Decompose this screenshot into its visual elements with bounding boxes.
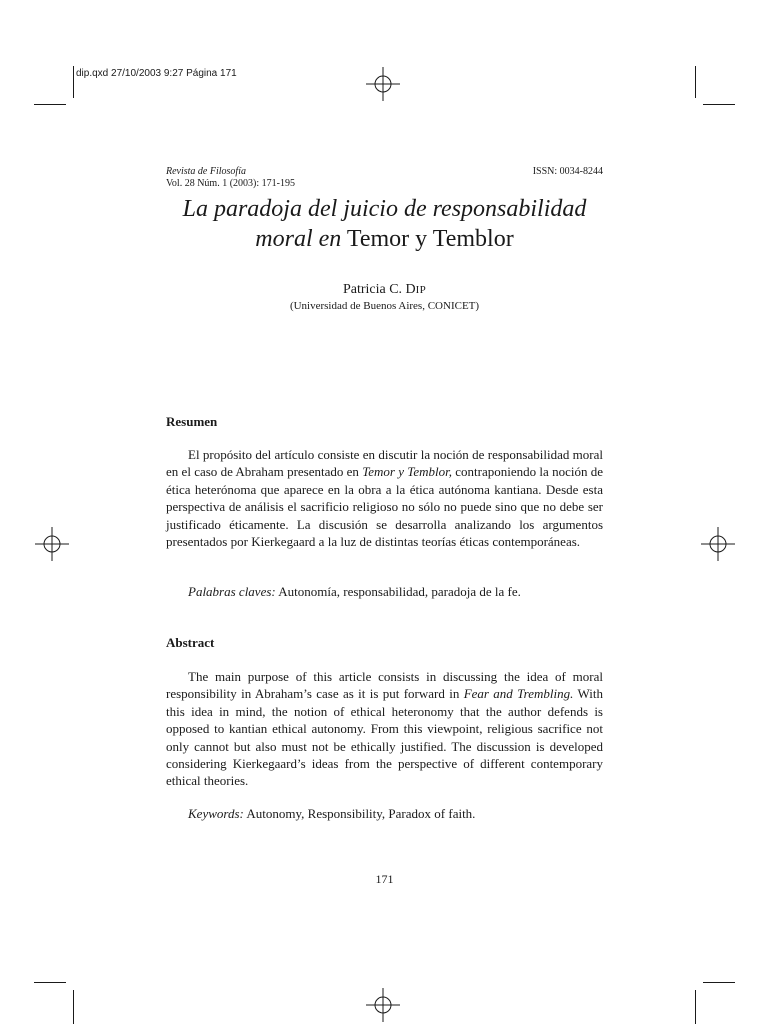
abstract-keywords-list: Autonomy, Responsibility, Paradox of faith. <box>243 806 476 821</box>
author-affiliation: (Universidad de Buenos Aires, CONICET) <box>289 300 480 312</box>
resumen-keywords <box>188 584 521 600</box>
crop-mark-top-left-vertical <box>73 66 74 98</box>
registration-mark-bottom-icon <box>366 988 400 1022</box>
title-line-2 <box>166 224 603 254</box>
article-title <box>166 194 603 254</box>
abstract-text-after: With this idea in mind, the notion of ethical heteronomy that the author defends is opposed to kantian ethical autonomy. From this viewpoint, religious sacrifice not only cannot but also must not be ethically justified. The discussion is developed considering Kierkegaard’s ideas from the perspective of different contemporary ethical theories. <box>166 686 603 789</box>
author-last-smallcaps: IP <box>415 284 427 296</box>
page-number: 171 <box>375 872 394 886</box>
crop-mark-top-left-horizontal <box>34 104 66 105</box>
abstract-keywords <box>188 806 475 822</box>
crop-mark-bottom-left-vertical <box>73 990 74 1024</box>
resumen-text-after: contraponiendo la noción de ética heterónoma que aparece en la obra a la ética autónoma kantiana. Desde esta perspectiva de análisis el sacrificio religioso no sólo no puede sino que no debe ser justificado éticamente. La discusión se desarrolla analizando los argumentos presentados por Kierkegaard a la luz de distintas teorías éticas contemporáneas. <box>166 464 603 550</box>
title-line-2-italic: moral en <box>255 226 342 252</box>
journal-name: Revista de Filosofía <box>166 166 246 177</box>
print-slug: dip.qxd 27/10/2003 9:27 Página 171 <box>76 68 237 79</box>
abstract-work-title: Fear and Trembling. <box>463 686 574 702</box>
registration-mark-top-icon <box>366 67 400 101</box>
crop-mark-top-right-vertical <box>695 66 696 98</box>
resumen-work-title: Temor y Temblor, <box>362 464 452 480</box>
title-line-1: La paradoja del juicio de responsabilidad <box>182 196 587 222</box>
abstract-heading: Abstract <box>166 635 215 650</box>
abstract-keywords-label: Keywords: <box>188 806 244 821</box>
registration-mark-left-icon <box>35 527 69 561</box>
issn: ISSN: 0034-8244 <box>532 166 603 177</box>
author-name <box>166 282 603 298</box>
crop-mark-bottom-left-horizontal <box>34 982 66 983</box>
crop-mark-bottom-right-horizontal <box>703 982 735 983</box>
crop-mark-top-right-horizontal <box>703 104 735 105</box>
resumen-keywords-label: Palabras claves: <box>188 584 276 599</box>
resumen-text-before: El propósito del artículo consiste en discutir la noción de responsabilidad moral en el caso de Abraham presentado en <box>166 447 603 480</box>
resumen-keywords-list: Autonomía, responsabilidad, paradoja de la fe. <box>275 584 521 599</box>
author-first: Patricia C. D <box>342 282 416 297</box>
abstract-text-before: The main purpose of this article consists in discussing the idea of moral responsibility in Abraham’s case as it is put forward in <box>166 669 603 702</box>
registration-mark-right-icon <box>701 527 735 561</box>
resumen-heading: Resumen <box>166 414 218 429</box>
resumen-paragraph <box>166 446 603 550</box>
abstract-paragraph <box>166 668 603 790</box>
journal-volume: Vol. 28 Núm. 1 (2003): 171-195 <box>166 178 295 189</box>
crop-mark-bottom-right-vertical <box>695 990 696 1024</box>
title-line-2-roman: Temor y Temblor <box>346 226 514 252</box>
